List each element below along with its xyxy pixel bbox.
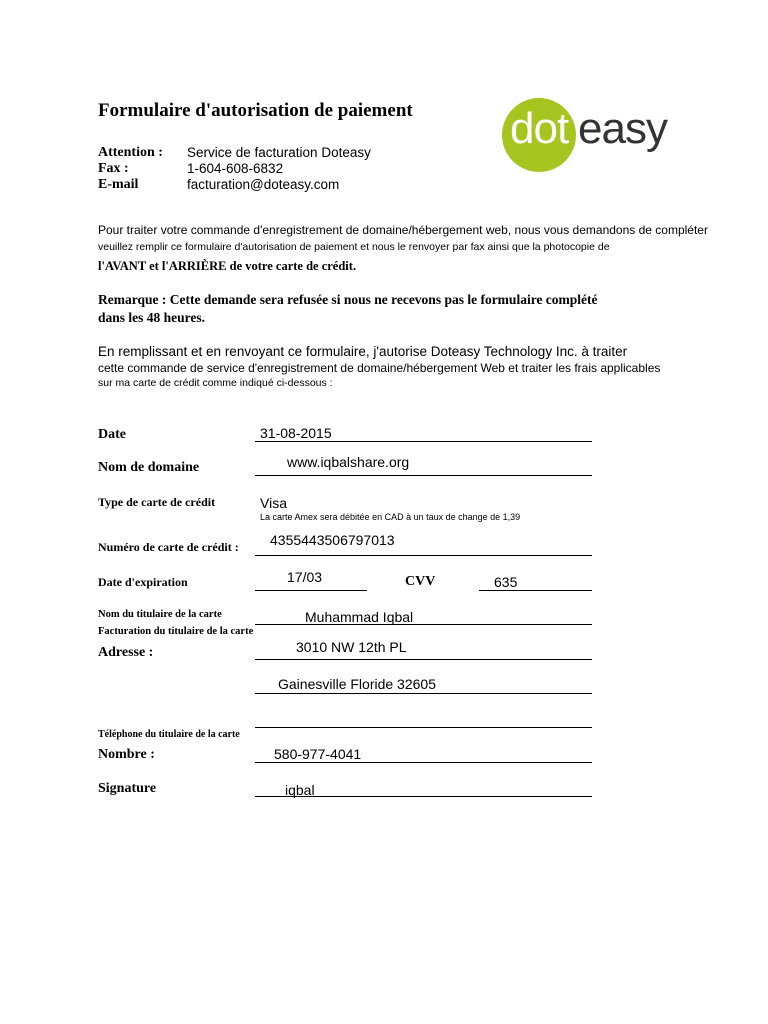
domain-label: Nom de domaine xyxy=(98,460,200,475)
email-value: facturation@doteasy.com xyxy=(187,177,340,192)
phone-label-small: Téléphone du titulaire de la carte xyxy=(98,729,240,740)
signature-underline xyxy=(255,796,592,797)
address-line-2-field[interactable]: Gainesville Floride 32605 xyxy=(278,676,436,692)
cvv-field[interactable]: 635 xyxy=(494,574,518,590)
intro-line-1: Pour traiter votre commande d'enregistrement de domaine/hébergement web, nous vous demandons de compléter xyxy=(98,223,708,237)
address-label: Adresse : xyxy=(98,645,154,660)
phone-field[interactable]: 580-977-4041 xyxy=(274,746,362,762)
expiry-underline xyxy=(255,590,367,591)
date-underline xyxy=(255,441,592,442)
signature-field[interactable]: iqbal xyxy=(285,782,315,798)
address-line-3-underline xyxy=(255,727,592,728)
page-title: Formulaire d'autorisation de paiement xyxy=(98,100,413,121)
attention-label: Attention : xyxy=(98,145,163,160)
holder-name-label: Nom du titulaire de la carte xyxy=(98,609,222,620)
holder-name-field[interactable]: Muhammad Iqbal xyxy=(305,609,414,625)
card-type-label: Type de carte de crédit xyxy=(98,495,216,509)
expiry-field[interactable]: 17/03 xyxy=(287,569,323,585)
signature-label: Signature xyxy=(98,781,157,796)
card-type-field[interactable]: Visa xyxy=(260,495,287,511)
card-number-label: Numéro de carte de crédit : xyxy=(98,540,239,554)
intro-line-3: l'AVANT et l'ARRIÈRE de votre carte de crédit. xyxy=(98,259,357,273)
logo-text-easy: easy xyxy=(578,104,667,153)
consent-line-1: En remplissant et en renvoyant ce formulaire, j'autorise Doteasy Technology Inc. à traiter xyxy=(98,344,628,359)
consent-line-2: cette commande de service d'enregistrement de domaine/hébergement Web et traiter les frais applicables xyxy=(98,361,661,375)
domain-field[interactable]: www.iqbalshare.org xyxy=(287,454,410,470)
intro-line-2: veuillez remplir ce formulaire d'autorisation de paiement et nous le renvoyer par fax ainsi que la photocopie de xyxy=(98,241,610,253)
doteasy-logo xyxy=(498,92,673,180)
phone-underline xyxy=(255,762,592,763)
logo-text-dot: dot xyxy=(510,104,569,153)
fax-value: 1-604-608-6832 xyxy=(187,161,284,176)
attention-value: Service de facturation Doteasy xyxy=(187,145,371,160)
email-label: E-mail xyxy=(98,177,139,192)
remark-line-1: Remarque : Cette demande sera refusée si nous ne recevons pas le formulaire complété xyxy=(98,292,598,307)
remark-line-2: dans les 48 heures. xyxy=(98,310,206,325)
cvv-label: CVV xyxy=(405,574,436,589)
date-label: Date xyxy=(98,427,126,442)
date-field[interactable]: 31-08-2015 xyxy=(260,425,332,441)
holder-name-underline xyxy=(255,624,592,625)
address-line-2-underline xyxy=(255,693,592,694)
cvv-underline xyxy=(479,590,592,591)
domain-underline xyxy=(255,475,592,476)
billing-label: Facturation du titulaire de la carte xyxy=(98,626,254,637)
phone-label: Nombre : xyxy=(98,747,155,762)
consent-line-3: sur ma carte de crédit comme indiqué ci-dessous : xyxy=(98,377,333,389)
address-line-1-field[interactable]: 3010 NW 12th PL xyxy=(296,639,407,655)
card-number-field[interactable]: 4355443506797013 xyxy=(270,532,395,548)
card-number-underline xyxy=(255,555,592,556)
address-line-1-underline xyxy=(255,659,592,660)
fax-label: Fax : xyxy=(98,161,129,176)
amex-note: La carte Amex sera débitée en CAD à un taux de change de 1,39 xyxy=(260,512,521,522)
expiry-label: Date d'expiration xyxy=(98,575,188,589)
